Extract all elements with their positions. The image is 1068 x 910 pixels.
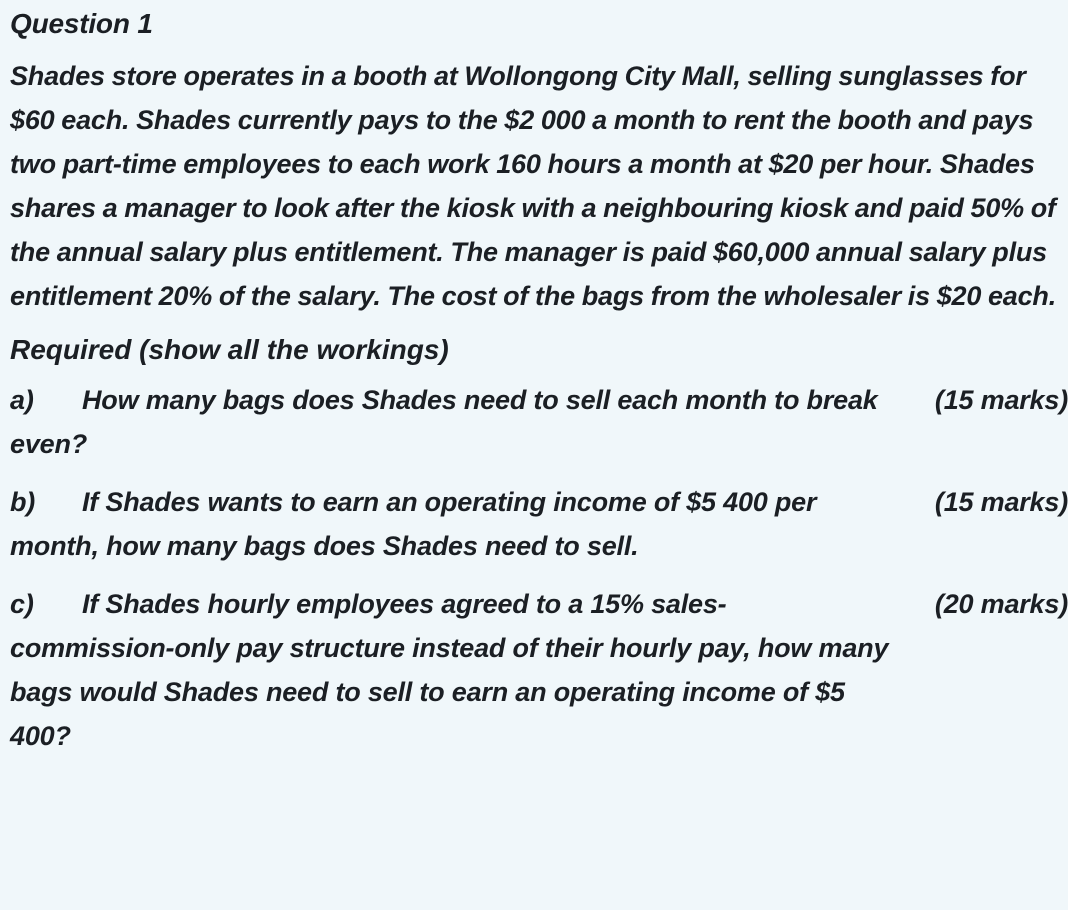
- question-paragraph: Shades store operates in a booth at Wollongong City Mall, selling sunglasses for $60 each. Shades currently pays to the $2 000 a month to rent the booth and pays two part-time employees to each work 160 hours a month at $20 per hour. Shades shares a manager to look after the kiosk with a neighbouring kiosk and paid 50% of the annual salary plus entitlement. The manager is paid $60,000 annual salary plus entitlement 20% of the salary. The cost of the bags from the wholesaler is $20 each.: [10, 61, 1057, 311]
- question-a: [10, 378, 1068, 466]
- required-heading: Required (show all the workings): [10, 334, 449, 365]
- question-c-label: c): [10, 589, 34, 619]
- question-b: [10, 480, 1068, 568]
- question-title: Question 1: [10, 8, 153, 39]
- question-c-marks: (20 marks): [934, 589, 1068, 619]
- question-c-text: If Shades hourly employees agreed to a 15% sales-commission-only pay structure instead of their hourly pay, how many bags would Shades need to sell to earn an operating income of $5 400?: [10, 589, 889, 751]
- question-b-text: If Shades wants to earn an operating income of $5 400 per month, how many bags does Shades need to sell.: [10, 487, 817, 561]
- question-b-label: b): [10, 487, 36, 517]
- question-c: [10, 582, 1068, 758]
- question-a-marks: (15 marks): [934, 385, 1068, 415]
- question-a-label: a): [10, 385, 34, 415]
- question-b-marks: (15 marks): [934, 487, 1068, 517]
- question-a-text: How many bags does Shades need to sell each month to break even?: [10, 385, 878, 459]
